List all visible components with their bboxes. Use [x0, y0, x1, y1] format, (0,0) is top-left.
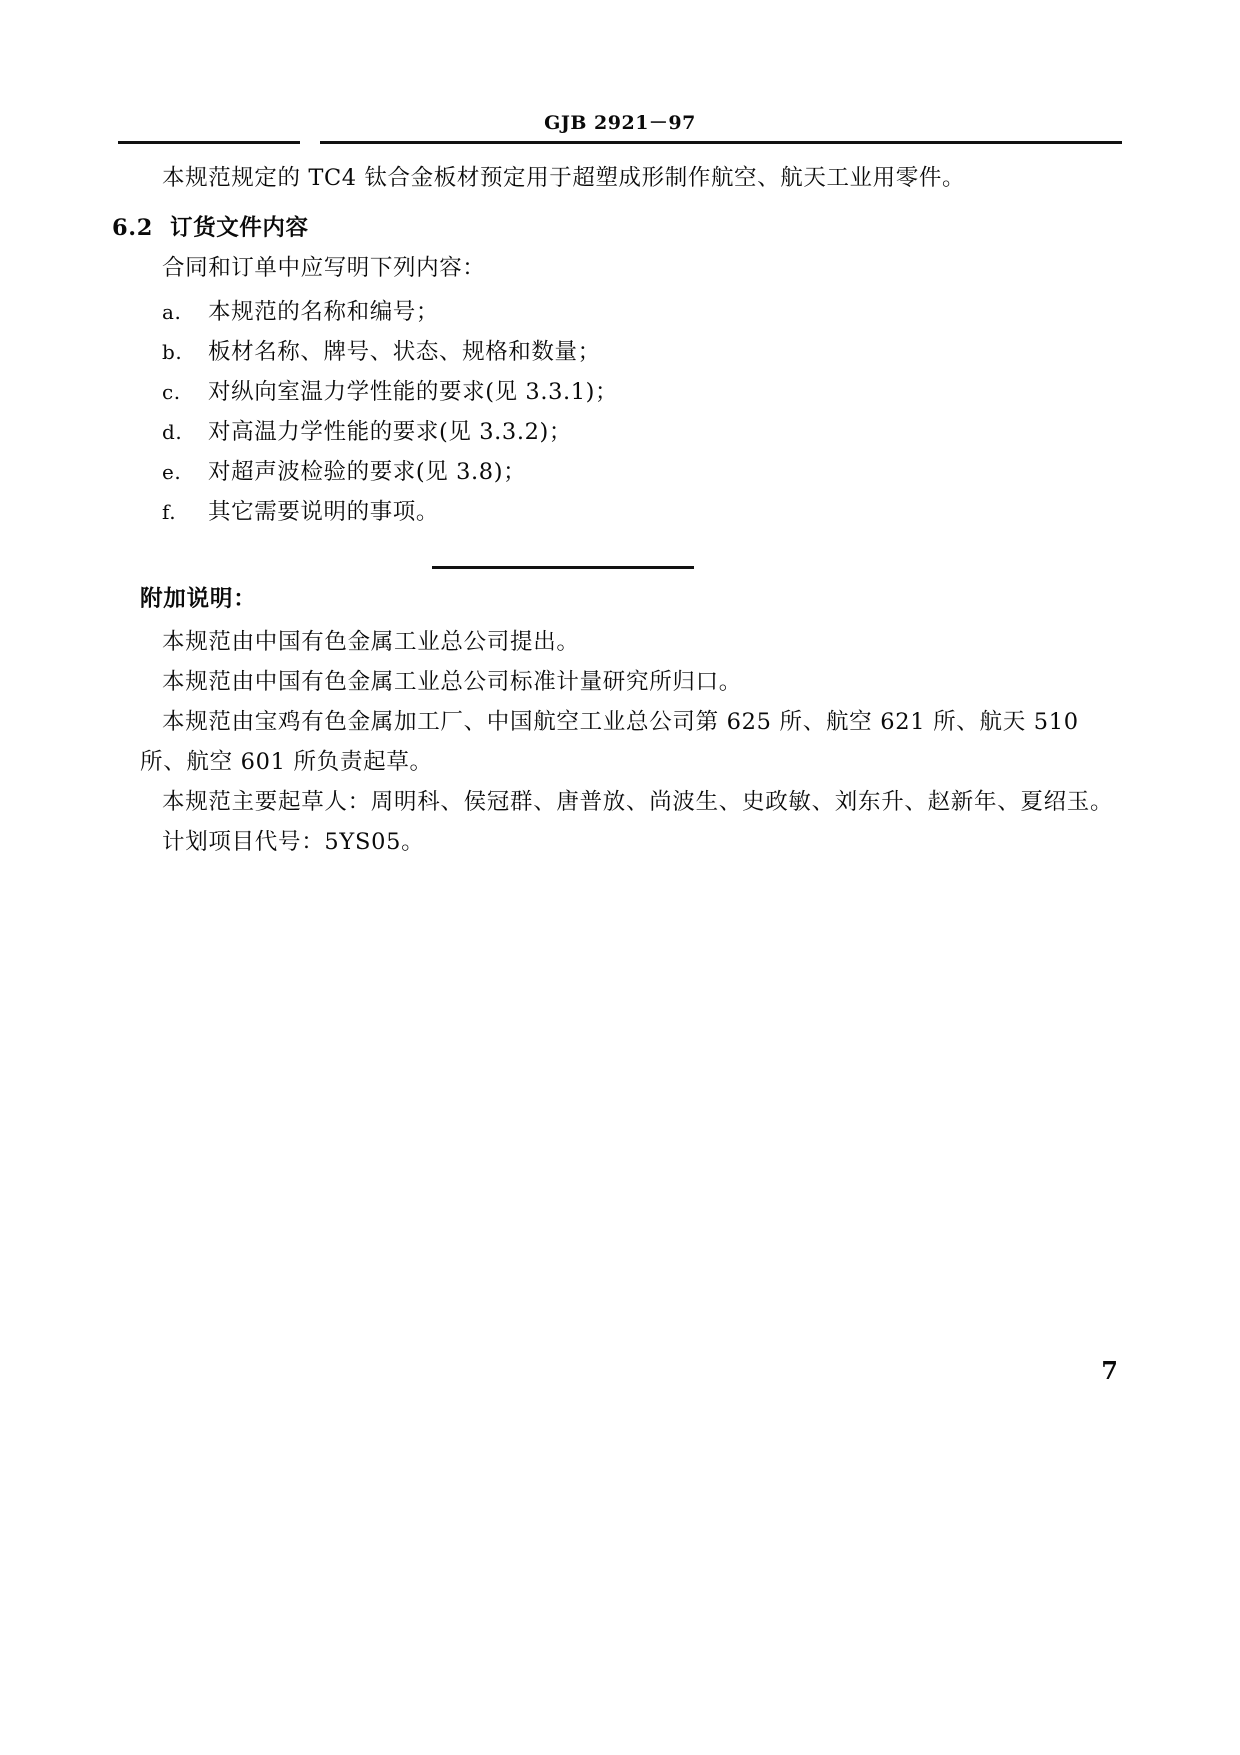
list-item-marker: b. [162, 340, 183, 364]
additional-notes-block [140, 578, 1120, 862]
note-line: 本规范主要起草人：周明科、侯冠群、唐普放、尚波生、史政敏、刘东升、赵新年、夏绍玉。 [162, 789, 1114, 815]
section-heading-6-2 [112, 208, 1100, 248]
list-item-label: 板材名称、牌号、状态、规格和数量； [208, 339, 601, 365]
list-item [140, 332, 1100, 372]
note-line: 本规范由宝鸡有色金属加工厂、中国航空工业总公司第 625 所、航空 621 所、航天 510 所、航空 601 所负责起草。 [140, 709, 1079, 775]
note-line: 计划项目代号：5YS05。 [162, 829, 425, 855]
section-number: 6.2 [112, 215, 153, 241]
header-rule-left [118, 141, 300, 144]
list-item-label: 对高温力学性能的要求(见 3.3.2)； [208, 419, 572, 445]
header-rule-right [320, 141, 1122, 144]
section-divider [432, 566, 694, 569]
intro-paragraph: 本规范规定的 TC4 钛合金板材预定用于超塑成形制作航空、航天工业用零件。 [162, 165, 966, 191]
page-number: 7 [1101, 1356, 1118, 1385]
additional-notes-title: 附加说明： [140, 586, 257, 612]
section-lead-text: 合同和订单中应写明下列内容： [162, 255, 486, 281]
list-item-marker: e. [162, 460, 182, 484]
page-header [118, 108, 1122, 150]
list-item-label: 对超声波检验的要求(见 3.8)； [208, 459, 527, 485]
list-item-marker: a. [162, 300, 182, 324]
list-item-label: 对纵向室温力学性能的要求(见 3.3.1)； [208, 379, 619, 405]
section-title: 订货文件内容 [170, 215, 309, 241]
list-item [140, 412, 1100, 452]
list-item-marker: c. [162, 380, 181, 404]
list-item-marker: f. [162, 500, 177, 524]
list-item [140, 492, 1100, 532]
list-item-marker: d. [162, 420, 183, 444]
list-item [140, 452, 1100, 492]
list-item [140, 292, 1100, 332]
note-line: 本规范由中国有色金属工业总公司提出。 [162, 629, 580, 655]
list-item-label: 其它需要说明的事项。 [208, 499, 440, 525]
list-item [140, 372, 1100, 412]
ordered-requirements-list [140, 292, 1100, 532]
page-body [112, 158, 1100, 532]
list-item-label: 本规范的名称和编号； [208, 299, 440, 325]
standard-code: GJB 2921－97 [544, 112, 696, 134]
note-line: 本规范由中国有色金属工业总公司标准计量研究所归口。 [162, 669, 743, 695]
